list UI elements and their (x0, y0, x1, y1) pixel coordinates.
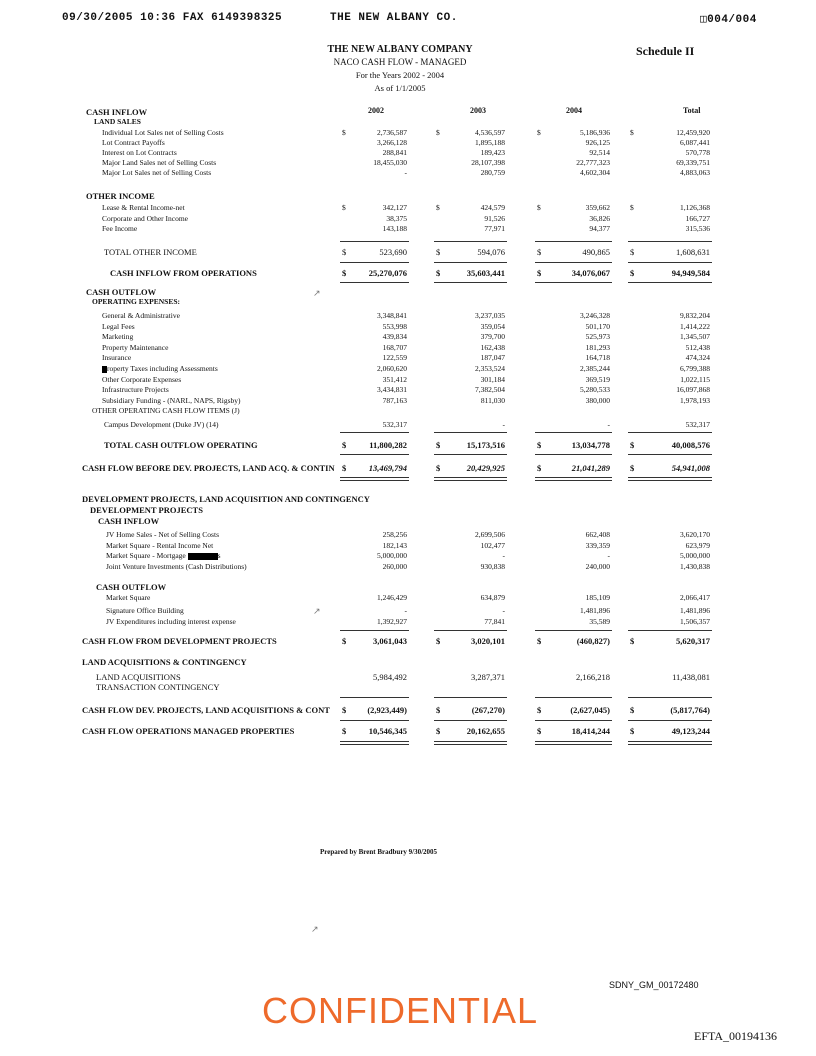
cell-value: (2,923,449) (367, 705, 407, 715)
cell-value: 623,979 (685, 540, 710, 550)
dollar-sign: $ (342, 268, 347, 278)
redaction-box (188, 553, 218, 560)
cell-value: 5,000,000 (680, 551, 710, 560)
cell-value: 3,237,035 (475, 311, 505, 320)
table-row (0, 168, 816, 180)
row-label: Market Square (106, 593, 151, 602)
section-land-sales: LAND SALES (94, 117, 141, 126)
double-underline (434, 477, 507, 481)
dollar-sign: $ (537, 203, 541, 212)
underline (628, 432, 712, 433)
section-development-projects: DEVELOPMENT PROJECTS (90, 505, 203, 515)
underline (628, 720, 712, 721)
dollar-sign: $ (630, 128, 634, 137)
underline (434, 282, 507, 283)
section-other-income: OTHER INCOME (86, 191, 155, 201)
cell-value: 11,438,081 (672, 672, 710, 682)
cell-value: - (502, 606, 505, 615)
cell-value: 38,375 (386, 213, 407, 223)
table-row (0, 268, 816, 280)
cell-value: 1,246,429 (377, 593, 407, 602)
table-row (0, 247, 816, 259)
table-row (0, 562, 816, 574)
cell-value: 102,477 (480, 540, 505, 550)
cell-value: 301,184 (480, 374, 505, 384)
underline (535, 720, 612, 721)
underline (434, 262, 507, 263)
section-other-items (0, 406, 816, 418)
double-underline (535, 477, 612, 481)
row-label: Interest on Lot Contracts (102, 148, 177, 157)
row-label: Market Square - Rental Income Net (106, 540, 214, 550)
row-label: Lease & Rental Income-net (102, 203, 185, 212)
cell-value: 634,879 (480, 593, 505, 602)
section-land-acquisitions: LAND ACQUISITIONS & CONTINGENCY (82, 657, 247, 667)
cell-value: 2,385,244 (580, 364, 610, 373)
cell-value: 288,841 (382, 148, 407, 157)
cell-value: 4,536,597 (475, 128, 505, 137)
row-label: LAND ACQUISITIONS (96, 672, 181, 682)
cell-value: 3,061,043 (373, 636, 407, 646)
cell-value: 187,047 (480, 353, 505, 363)
row-label: Legal Fees (102, 321, 135, 331)
cell-value: 2,353,524 (475, 364, 505, 373)
row-label: Subsidiary Funding - (NARL, NAPS, Rigsby) (102, 395, 241, 405)
cell-value: 162,438 (480, 342, 505, 352)
cell-value: 20,429,925 (466, 463, 505, 473)
cell-value: - (404, 168, 407, 177)
cell-value: 280,759 (480, 168, 505, 177)
cell-value: 5,984,492 (373, 672, 407, 682)
cell-value: 1,414,222 (680, 321, 710, 331)
redaction-box (102, 366, 107, 373)
cell-value: 3,020,101 (471, 636, 505, 646)
cell-value: 553,998 (382, 321, 407, 331)
cell-value: 258,256 (382, 530, 407, 539)
dollar-sign: $ (537, 463, 542, 473)
double-underline (340, 477, 409, 481)
double-underline (535, 741, 612, 745)
cell-value: 5,000,000 (377, 551, 407, 560)
dollar-sign: $ (342, 636, 347, 646)
dollar-sign: $ (436, 636, 441, 646)
underline (535, 630, 612, 631)
cell-value: 351,412 (382, 374, 407, 384)
table-row (0, 617, 816, 629)
dollar-sign: $ (436, 247, 441, 257)
cell-value: 143,188 (382, 224, 407, 233)
table-row (0, 726, 816, 738)
row-label: Corporate and Other Income (102, 213, 189, 223)
table-row (0, 463, 816, 475)
prepared-by: Prepared by Brent Bradbury 9/30/2005 (320, 848, 438, 856)
transaction-contingency-label: TRANSACTION CONTINGENCY (96, 682, 220, 692)
section-dev-cash-inflow (0, 516, 816, 528)
cell-value: 2,699,506 (475, 530, 505, 539)
dollar-sign: $ (537, 128, 541, 137)
cell-value: 380,000 (585, 395, 610, 405)
cell-value: 1,345,507 (680, 332, 710, 342)
dollar-sign: $ (630, 440, 635, 450)
row-label: Fee Income (102, 224, 138, 233)
underline (628, 697, 712, 698)
column-header-2002: 2002 (368, 106, 384, 115)
cell-value: 662,408 (585, 530, 610, 539)
section-dev-cash-inflow: CASH INFLOW (98, 516, 160, 526)
fax-header-left: 09/30/2005 10:36 FAX 6149398325 (62, 12, 283, 24)
cell-value: 1,022,115 (680, 374, 710, 384)
double-underline (628, 477, 712, 481)
underline (535, 432, 612, 433)
cell-value: 570,778 (685, 148, 710, 157)
dollar-sign: $ (630, 268, 635, 278)
column-header-2004: 2004 (566, 106, 582, 115)
dollar-sign: $ (436, 128, 440, 137)
row-label: CASH FLOW FROM DEVELOPMENT PROJECTS (82, 636, 277, 646)
cell-value: 1,430,838 (680, 561, 710, 571)
section-land-acquisitions (0, 657, 816, 669)
dollar-sign: $ (630, 247, 635, 257)
cell-value: 181,293 (585, 342, 610, 352)
table-row (0, 705, 816, 717)
dollar-sign: $ (436, 705, 441, 715)
scan-mark: ↗ (311, 924, 319, 934)
cell-value: 787,163 (382, 395, 407, 405)
dollar-sign: $ (537, 705, 542, 715)
cell-value: 3,266,128 (377, 138, 407, 147)
cell-value: 4,883,063 (680, 168, 710, 177)
cell-value: 3,434,831 (377, 385, 407, 395)
cell-value: 339,359 (585, 540, 610, 550)
underline (628, 282, 712, 283)
bates-number: SDNY_GM_00172480 (609, 980, 699, 990)
row-label: Market Square - Mortgage s (106, 551, 221, 560)
underline (340, 720, 409, 721)
cell-value: 77,971 (484, 224, 505, 233)
transaction-contingency-label (0, 682, 816, 694)
cell-value: 926,125 (585, 138, 610, 147)
cell-value: 5,620,317 (676, 636, 710, 646)
row-label: CASH FLOW DEV. PROJECTS, LAND ACQUISITIONS & CONT (82, 705, 330, 715)
section-other-items: OTHER OPERATING CASH FLOW ITEMS (J) (92, 406, 240, 415)
row-label: Insurance (102, 353, 132, 363)
cell-value: (460,827) (576, 636, 610, 646)
cell-value: 13,034,778 (571, 440, 610, 450)
cell-value: 501,170 (585, 321, 610, 331)
cell-value: 185,109 (585, 593, 610, 602)
underline (340, 241, 409, 242)
cell-value: 5,186,936 (580, 128, 610, 137)
table-row (0, 440, 816, 452)
cell-value: 2,166,218 (576, 672, 610, 682)
underline (535, 262, 612, 263)
cell-value: 260,000 (382, 561, 407, 571)
cell-value: 1,481,896 (580, 606, 610, 615)
dollar-sign: $ (630, 726, 635, 736)
underline (434, 630, 507, 631)
cell-value: 16,097,868 (676, 385, 710, 395)
dollar-sign: $ (537, 726, 542, 736)
fax-header-center: THE NEW ALBANY CO. (330, 12, 458, 24)
cell-value: - (607, 420, 610, 429)
scan-mark: ↗ (313, 288, 321, 298)
double-underline (434, 741, 507, 745)
dollar-sign: $ (537, 636, 542, 646)
cell-value: 21,041,289 (571, 463, 610, 473)
row-label: Marketing (102, 332, 134, 342)
cell-value: 2,066,417 (680, 593, 710, 602)
section-operating-expenses: OPERATING EXPENSES: (92, 297, 181, 306)
cell-value: (5,817,764) (670, 705, 710, 715)
cell-value: 1,895,188 (475, 138, 505, 147)
row-label: roperty Taxes including Assessments (102, 364, 218, 373)
section-development: DEVELOPMENT PROJECTS, LAND ACQUISITION AND CONTINGENCY (82, 494, 370, 504)
cell-value: 189,423 (480, 148, 505, 157)
cell-value: 424,579 (480, 203, 505, 212)
cell-value: 40,008,576 (671, 440, 710, 450)
row-label: Major Land Sales net of Selling Costs (102, 158, 217, 167)
scan-mark: ↗ (313, 606, 321, 616)
table-row (0, 420, 816, 432)
cell-value: 94,949,584 (671, 268, 710, 278)
cell-value: 3,287,371 (471, 672, 505, 682)
cell-value: 35,589 (589, 617, 610, 626)
cell-value: 532,317 (382, 420, 407, 429)
cell-value: 36,826 (589, 213, 610, 223)
company-title: THE NEW ALBANY COMPANY (327, 44, 473, 55)
cell-value: 18,414,244 (571, 726, 610, 736)
cell-value: 15,173,516 (466, 440, 505, 450)
column-header-total: Total (683, 106, 701, 115)
row-label: CASH INFLOW FROM OPERATIONS (110, 268, 257, 278)
cell-value: - (607, 551, 610, 560)
cell-value: 3,246,328 (580, 311, 610, 320)
dollar-sign: $ (342, 203, 346, 212)
cell-value: 240,000 (585, 561, 610, 571)
cell-value: 7,382,504 (475, 385, 505, 395)
cell-value: (267,270) (471, 705, 505, 715)
underline (340, 454, 409, 455)
underline (434, 432, 507, 433)
underline (628, 241, 712, 242)
cell-value: 379,700 (480, 332, 505, 342)
cell-value: 6,087,441 (680, 138, 710, 147)
cell-value: - (404, 606, 407, 615)
row-label: Infrastructure Projects (102, 385, 169, 395)
underline (340, 697, 409, 698)
cell-value: 532,317 (685, 420, 710, 429)
dollar-sign: $ (342, 463, 347, 473)
cell-value: - (502, 420, 505, 429)
underline (535, 697, 612, 698)
row-label: Property Maintenance (102, 342, 169, 352)
cell-value: 94,377 (589, 224, 610, 233)
cell-value: 77,841 (484, 617, 505, 626)
section-cash-outflow: CASH OUTFLOW (86, 287, 157, 297)
dollar-sign: $ (342, 440, 347, 450)
cell-value: 1,392,927 (377, 617, 407, 626)
fax-page-icon: ◫ (700, 14, 708, 26)
row-label: TOTAL CASH OUTFLOW OPERATING (104, 440, 258, 450)
cell-value: 2,060,620 (377, 364, 407, 373)
dollar-sign: $ (630, 463, 635, 473)
cell-value: 6,799,388 (680, 364, 710, 373)
cell-value: 1,506,357 (680, 617, 710, 626)
underline (535, 241, 612, 242)
cell-value: 342,127 (382, 203, 407, 212)
cell-value: 474,324 (685, 353, 710, 363)
underline (340, 432, 409, 433)
row-label: Campus Development (Duke JV) (14) (104, 420, 219, 429)
section-other-income (0, 191, 816, 203)
dollar-sign: $ (537, 268, 542, 278)
double-underline (340, 741, 409, 745)
fax-header-right (700, 12, 757, 26)
cell-value: 3,620,170 (680, 530, 710, 539)
underline (628, 454, 712, 455)
row-label: Other Corporate Expenses (102, 374, 182, 384)
cell-value: 13,469,794 (368, 463, 407, 473)
cell-value: (2,627,045) (570, 705, 610, 715)
row-label: TOTAL OTHER INCOME (104, 247, 197, 257)
cell-value: 1,481,896 (680, 606, 710, 615)
cell-value: 525,973 (585, 332, 610, 342)
cell-value: 315,536 (685, 224, 710, 233)
cell-value: 69,339,751 (676, 158, 710, 167)
cell-value: 1,608,631 (676, 247, 710, 257)
underline (628, 630, 712, 631)
cell-value: 168,707 (382, 342, 407, 352)
cell-value: 2,736,587 (377, 128, 407, 137)
cell-value: 1,126,368 (680, 203, 710, 212)
underline (340, 630, 409, 631)
cell-value: 25,270,076 (368, 268, 407, 278)
cell-value: 35,603,441 (466, 268, 505, 278)
schedule-label: Schedule II (636, 44, 695, 58)
dollar-sign: $ (537, 247, 542, 257)
cell-value: 34,076,067 (571, 268, 610, 278)
dollar-sign: $ (342, 128, 346, 137)
cell-value: 811,030 (480, 395, 505, 405)
cell-value: 49,123,244 (671, 726, 710, 736)
cell-value: 3,348,841 (377, 311, 407, 320)
cell-value: - (502, 551, 505, 560)
section-cash-inflow: CASH INFLOW (86, 107, 148, 117)
cell-value: 22,777,323 (576, 158, 610, 167)
underline (340, 262, 409, 263)
fax-page-number: 004/004 (707, 14, 757, 26)
section-dev-cash-outflow: CASH OUTFLOW (96, 582, 167, 592)
double-underline (628, 741, 712, 745)
underline (535, 282, 612, 283)
cell-value: 369,519 (585, 374, 610, 384)
cell-value: 20,162,655 (466, 726, 505, 736)
dollar-sign: $ (436, 463, 441, 473)
dollar-sign: $ (436, 440, 441, 450)
cell-value: 9,832,204 (680, 311, 710, 320)
dollar-sign: $ (436, 268, 441, 278)
dollar-sign: $ (630, 636, 635, 646)
cell-value: 490,865 (582, 247, 610, 257)
cell-value: 166,727 (685, 213, 710, 223)
dollar-sign: $ (436, 203, 440, 212)
report-period: For the Years 2002 - 2004 (355, 70, 445, 80)
dollar-sign: $ (342, 726, 347, 736)
row-label: Major Lot Sales net of Selling Costs (102, 168, 212, 177)
table-row (0, 593, 816, 605)
section-operating-expenses (0, 297, 816, 309)
column-header-2003: 2003 (470, 106, 486, 115)
cell-value: 930,838 (480, 561, 505, 571)
dollar-sign: $ (630, 203, 634, 212)
efta-number: EFTA_00194136 (694, 1029, 778, 1043)
dollar-sign: $ (630, 705, 635, 715)
row-label: Signature Office Building (106, 606, 184, 615)
cell-value: 523,690 (379, 247, 407, 257)
underline (434, 720, 507, 721)
table-row (0, 636, 816, 648)
cell-value: 12,459,920 (676, 128, 710, 137)
row-label: JV Home Sales - Net of Selling Costs (106, 530, 219, 539)
row-label: Individual Lot Sales net of Selling Costs (102, 128, 224, 137)
underline (535, 454, 612, 455)
report-title: NACO CASH FLOW - MANAGED (333, 57, 467, 67)
cell-value: 182,143 (382, 540, 407, 550)
cell-value: 512,438 (685, 342, 710, 352)
cell-value: 1,978,193 (680, 395, 710, 405)
row-label: CASH FLOW OPERATIONS MANAGED PROPERTIES (82, 726, 295, 736)
row-label: Joint Venture Investments (Cash Distributions) (106, 561, 247, 571)
cell-value: 54,941,008 (671, 463, 710, 473)
cell-value: 11,800,282 (369, 440, 407, 450)
cell-value: 439,834 (382, 332, 407, 342)
cell-value: 10,546,345 (368, 726, 407, 736)
table-row (0, 224, 816, 236)
dollar-sign: $ (436, 726, 441, 736)
cell-value: 5,280,533 (580, 385, 610, 395)
cell-value: 92,514 (589, 148, 610, 157)
report-as-of: As of 1/1/2005 (374, 83, 426, 93)
underline (434, 241, 507, 242)
underline (628, 262, 712, 263)
cell-value: 91,526 (484, 213, 505, 223)
cell-value: 164,718 (585, 353, 610, 363)
cell-value: 359,662 (585, 203, 610, 212)
row-label: CASH FLOW BEFORE DEV. PROJECTS, LAND ACQ. & CONTIN (82, 463, 335, 473)
dollar-sign: $ (342, 247, 347, 257)
confidential-stamp: CONFIDENTIAL (262, 990, 539, 1031)
cell-value: 359,054 (480, 321, 505, 331)
cell-value: 18,455,030 (373, 158, 407, 167)
cell-value: 28,107,398 (471, 158, 505, 167)
cell-value: 594,076 (477, 247, 505, 257)
dollar-sign: $ (537, 440, 542, 450)
underline (340, 282, 409, 283)
underline (434, 454, 507, 455)
cell-value: 4,602,304 (580, 168, 610, 177)
cell-value: 122,559 (382, 353, 407, 363)
underline (434, 697, 507, 698)
row-label: General & Administrative (102, 311, 180, 320)
dollar-sign: $ (342, 705, 347, 715)
row-label: JV Expenditures including interest expense (106, 617, 236, 626)
row-label: Lot Contract Payoffs (102, 138, 165, 147)
